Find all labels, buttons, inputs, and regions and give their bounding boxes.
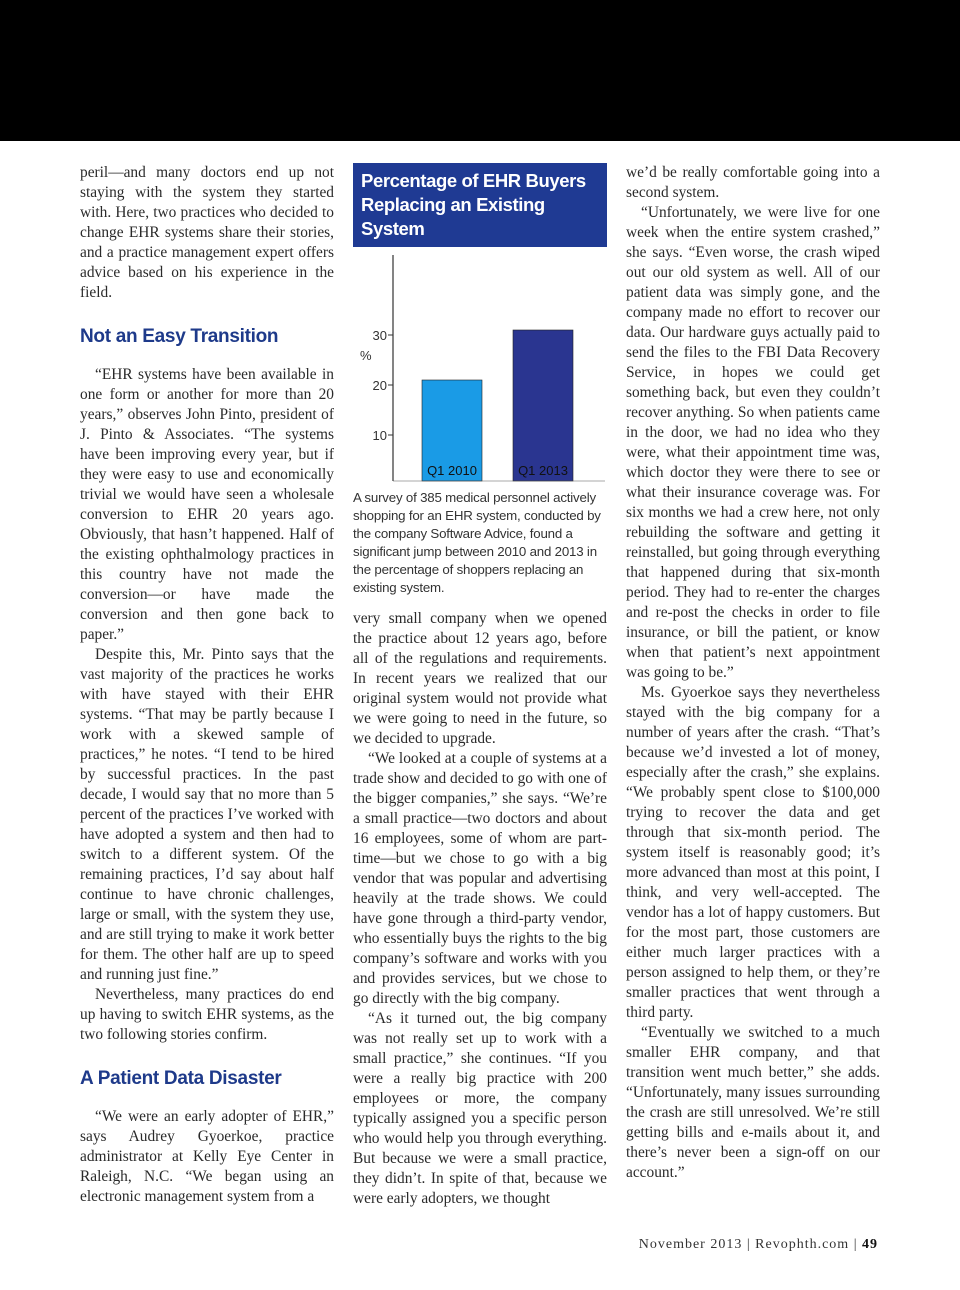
- y-axis-label: %: [360, 348, 372, 363]
- body-paragraph: “Unfortunately, we were live for one week when the entire system crashed,” she says. “Even worse, the crash wiped out our old system as well. All of our patient data was simply gone, and the company made no effort to recover our data. Our hardware guys actually paid to send the files to the FBI Data Recovery Service, in hopes we could get something back, but even they couldn’t recover anything. So when patients came in the door, we had no idea who they were, what their appointment time was, which doctor they were there to see or what their insurance coverage was. For six months we had a crew here, not only rebuilding the software and getting it reinstalled, but going through everything that happened during that six-month period. They had to re-enter the charges and re-post the checks in order to file insurance, or bill the patient, or know when that patient’s next appointment was going to be.”: [626, 204, 880, 681]
- column-3: [626, 163, 880, 1183]
- column-1: [80, 163, 334, 1207]
- section-heading-disaster: A Patient Data Disaster: [80, 1068, 282, 1089]
- column-2: [353, 163, 607, 1209]
- body-paragraph: “Eventually we switched to a much smaller EHR company, and that transition went much better,” she adds. “Unfortunately, many issues surrounding the crash are still unresolved. We’re still getting bills and e-mails about it, and there’s never been a sign-off on our account.”: [626, 1024, 880, 1181]
- x-category-label: Q1 2013: [518, 463, 568, 478]
- chart-caption: A survey of 385 medical personnel actively shopping for an EHR system, conducted by the company Software Advice, found a significant jump between 2010 and 2013 in the percentage of shoppers replacing an existing system.: [353, 490, 601, 595]
- body-paragraph: Nevertheless, many practices do end up having to switch EHR systems, as the two following stories confirm.: [80, 986, 334, 1043]
- body-paragraph: we’d be really comfortable going into a second system.: [626, 164, 880, 201]
- chart-title: Percentage of EHR Buyers Replacing an Existing System: [353, 163, 607, 247]
- x-category-label: Q1 2010: [427, 463, 477, 478]
- chart-svg: [353, 247, 607, 483]
- body-paragraph: “As it turned out, the big company was not really set up to work with a small practice,” she continues. “If you were a really big practice with 200 employees or more, the company typically assigned you a specific person who would help you through everything. But because we were a small practice, they didn’t. In spite of that, because we were early adopters, we thought: [353, 1010, 607, 1207]
- top-black-band: [0, 0, 960, 141]
- y-tick-label: 30: [372, 328, 387, 343]
- body-paragraph: Despite this, Mr. Pinto says that the vast majority of the practices he works with have stayed with their EHR systems. “That may be partly because I work with a skewed sample of practices,” he notes. “I tend to be hired by successful practices. In the past decade, I would say that no more than 5 percent of the practices I’ve worked with have adopted a system and then had to switch to a different system. Of the remaining practices, I’d say about half continue to have chronic challenges, large or small, with the system they use, and are still trying to make it work better for them. The other half are up to speed and running just fine.”: [80, 646, 334, 983]
- y-tick-label: 20: [372, 378, 387, 393]
- bar-chart: [353, 247, 607, 483]
- body-paragraph: Ms. Gyoerkoe says they nevertheless stayed with the big company for a number of years after the crash. “That’s because we’d invested a lot of money, especially after the crash,” she explains. “We probably spent close to $100,000 trying to recover the data and get through that six-month period. The system itself is reasonably good; it’s more advanced than most at this point, I think, and very well-accepted. The vendor has a lot of happy customers. But for the most part, those customers are either much larger practices with a person assigned to help them, or they’re smaller practices that went through a third party.: [626, 684, 880, 1021]
- body-paragraph: very small company when we opened the practice about 12 years ago, before all of the regulations and requirements. In recent years we realized that our original system would not provide what we were going to need in the future, so we decided to upgrade.: [353, 610, 607, 747]
- bar-q1-2013: [513, 330, 573, 481]
- body-paragraph: “EHR systems have been available in one form or another for more than 20 years,” observes John Pinto, president of J. Pinto & Associates. “The systems have been improving every year, but if they were easy to use and economically trivial we would have seen a wholesale conversion to EHR 20 years ago. Obviously, that hasn’t happened. Half of the existing ophthalmology practices in this country have not made the conversion—or have made the conversion and then gone back to paper.”: [80, 366, 334, 643]
- body-paragraph: “We looked at a couple of systems at a trade show and decided to go with one of the bigger companies,” she says. “We’re a small practice—two doctors and about 16 employees, some of whom are part-time—but we chose to go with a big vendor that was popular and advertising heavily at the trade shows. We could have gone through a third-party vendor, who essentially buys the rights to the big company’s software and works with you and provides services, but we chose to go directly with the big company.: [353, 750, 607, 1007]
- page-number: 49: [862, 1237, 878, 1252]
- y-tick-label: 10: [372, 428, 387, 443]
- page-footer: [639, 1237, 878, 1253]
- footer-date-site: November 2013 | Revophth.com |: [638, 1237, 858, 1252]
- section-heading-transition: Not an Easy Transition: [80, 326, 279, 347]
- body-paragraph: “We were an early adopter of EHR,” says Audrey Gyoerkoe, practice administrator at Kelly Eye Center in Raleigh, N.C. “We began using an electronic management system from a: [80, 1108, 334, 1205]
- intro-paragraph: peril—and many doctors end up not staying with the system they started with. Here, two practices who decided to change EHR systems share their stories, and a practice management expert offers advice based on his experience in the field.: [80, 164, 334, 301]
